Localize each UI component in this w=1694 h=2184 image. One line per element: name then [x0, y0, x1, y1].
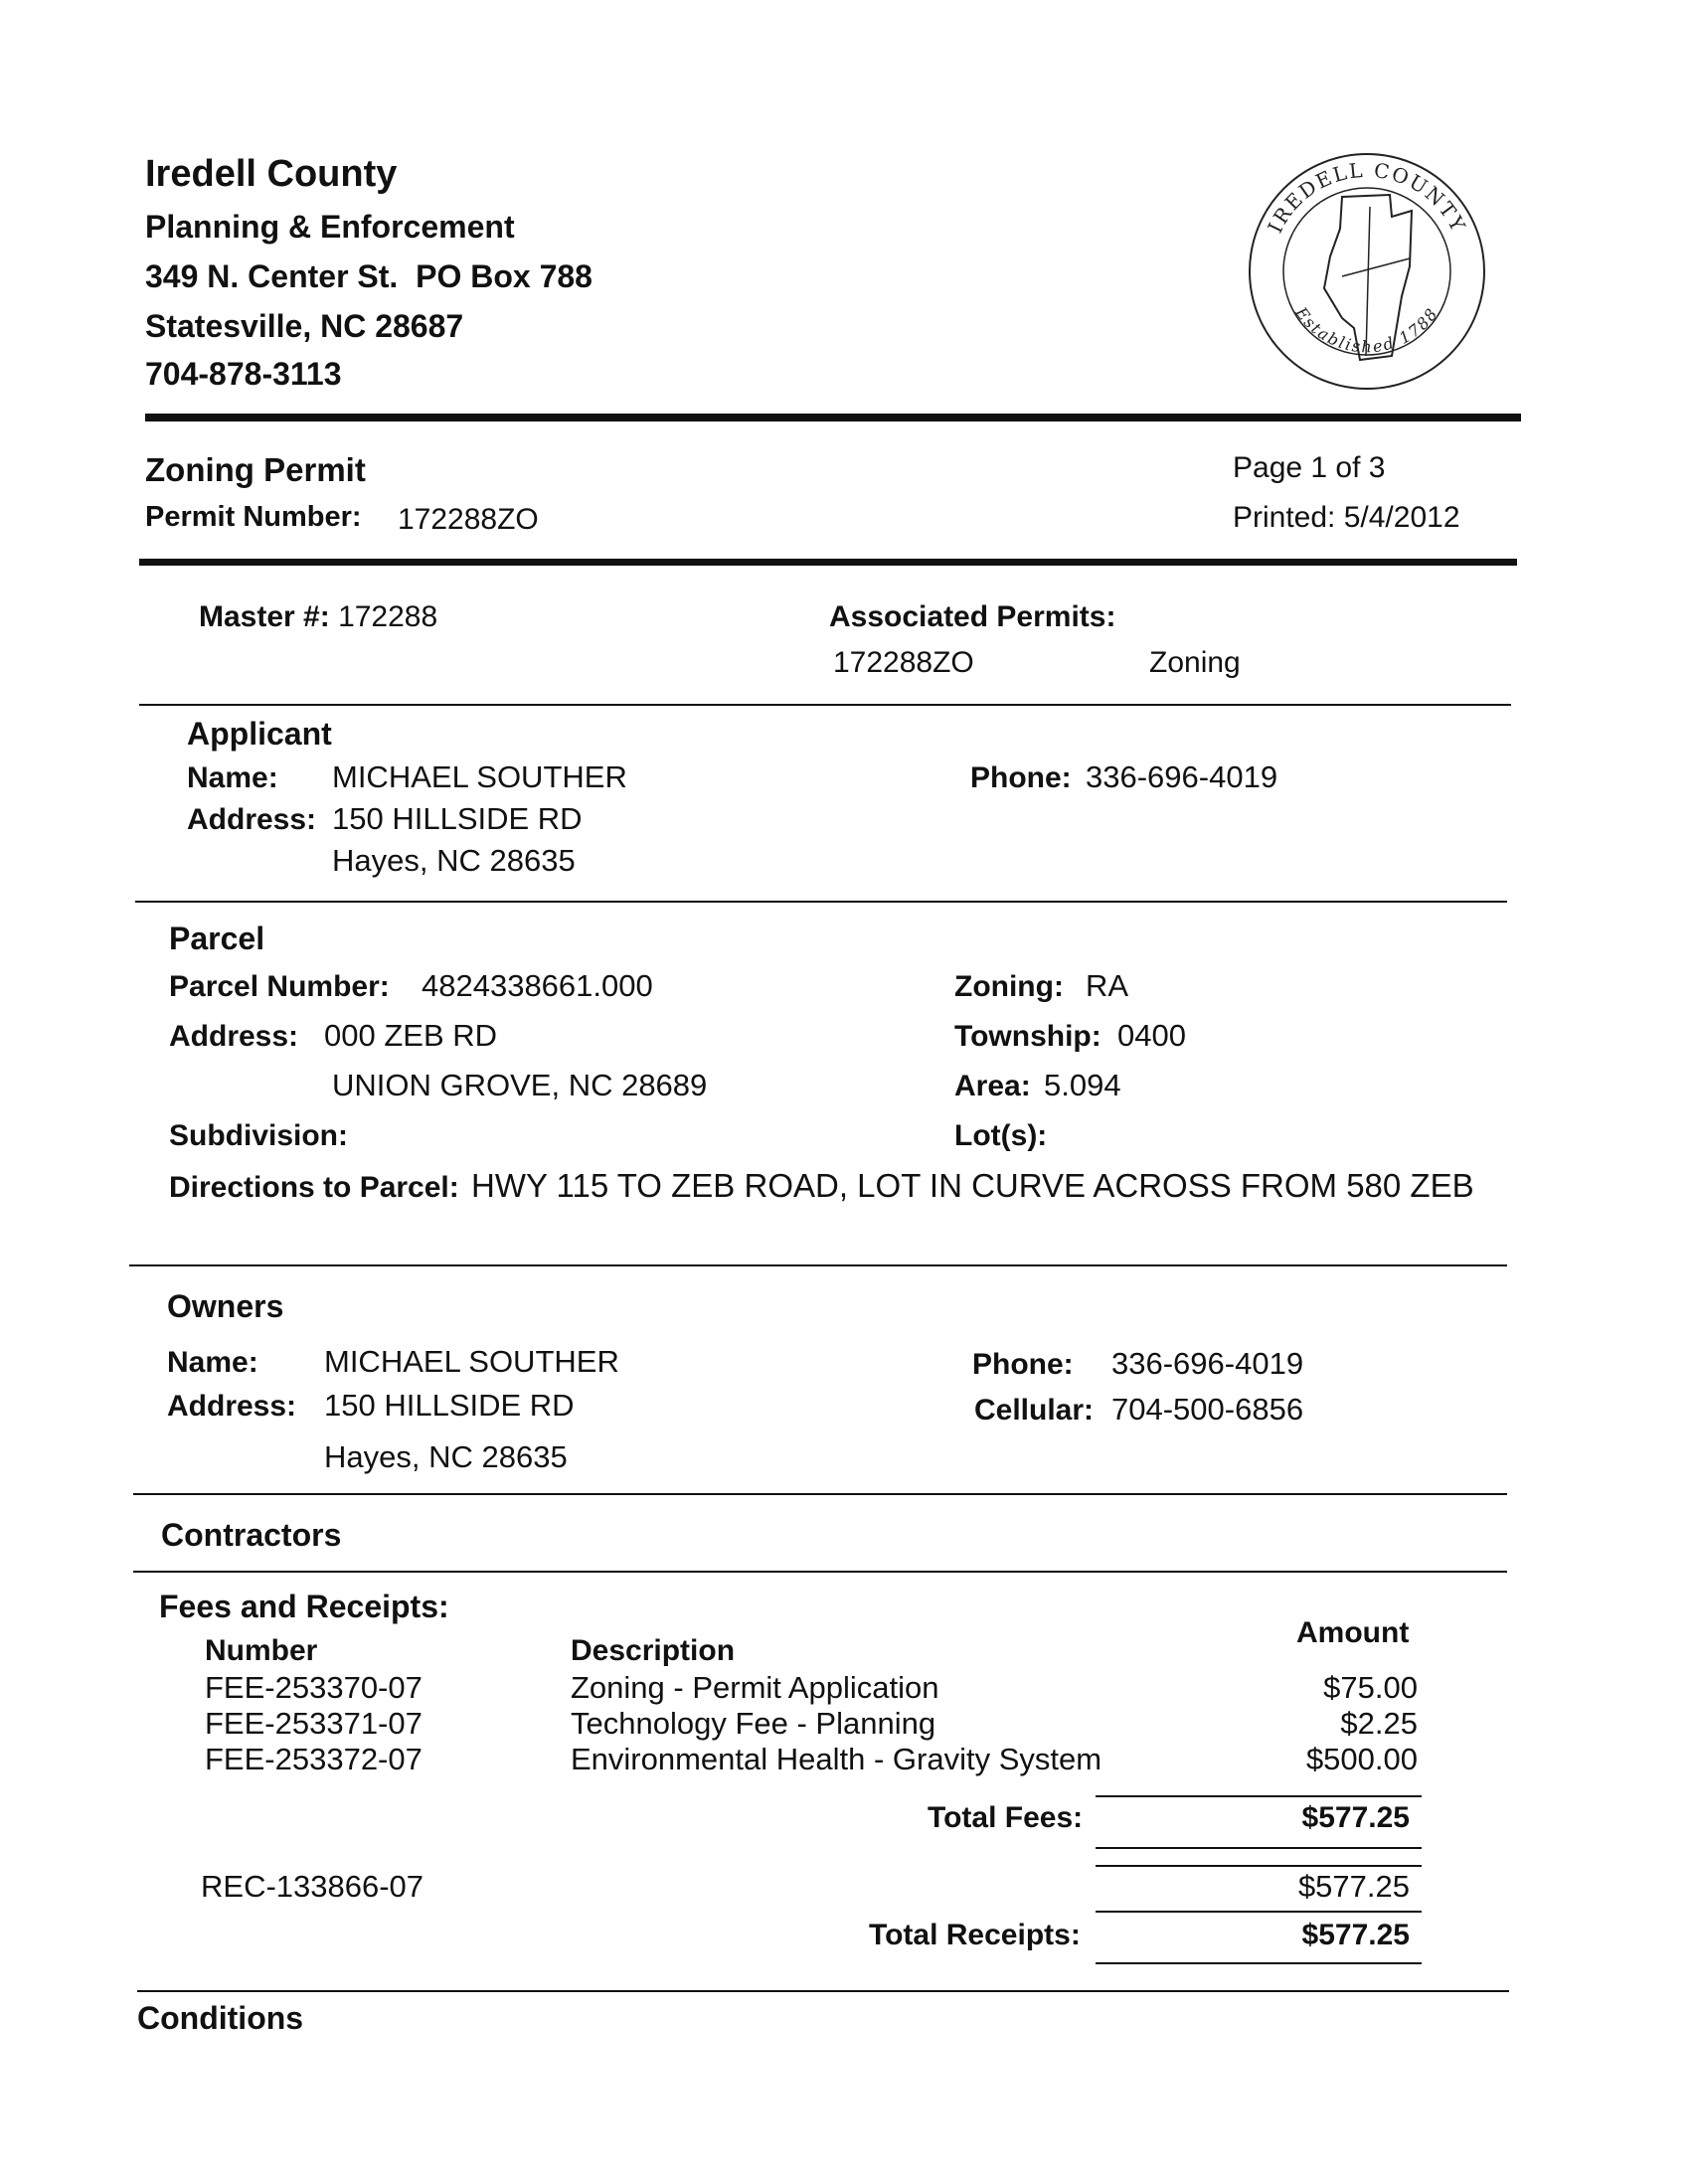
total-receipts-label: Total Receipts:	[869, 1919, 1081, 1951]
applicant-phone-label: Phone:	[970, 761, 1072, 794]
seal-text-bottom: Established 1788	[1291, 303, 1442, 357]
fee-number: FEE-253370-07	[205, 1670, 423, 1705]
parcel-lots-label: Lot(s):	[954, 1119, 1048, 1152]
owner-phone-label: Phone:	[972, 1348, 1074, 1381]
parcel-address-line2: UNION GROVE, NC 28689	[332, 1068, 708, 1102]
parcel-area-label: Area:	[954, 1070, 1031, 1102]
applicant-address-label: Address:	[187, 803, 317, 836]
parcel-directions-label: Directions to Parcel:	[169, 1171, 459, 1204]
master-label: Master #:	[199, 600, 330, 633]
receipts-total-underline	[1096, 1962, 1422, 1964]
fees-heading: Fees and Receipts:	[159, 1589, 449, 1624]
total-receipts: $577.25	[1301, 1919, 1410, 1951]
parcel-township-label: Township:	[954, 1020, 1101, 1053]
fee-description: Environmental Health - Gravity System	[571, 1742, 1102, 1776]
contractors-heading: Contractors	[161, 1517, 342, 1553]
fees-total-underline	[1096, 1847, 1422, 1849]
receipt-amount: $577.25	[1297, 1869, 1410, 1904]
owner-name-label: Name:	[167, 1346, 258, 1379]
seal-text-top: IREDELL COUNTY	[1263, 157, 1471, 238]
parcel-directions: HWY 115 TO ZEB ROAD, LOT IN CURVE ACROSS FROM 580 ZEB	[471, 1167, 1474, 1204]
receipt-number: REC-133866-07	[201, 1869, 424, 1904]
contractors-divider	[133, 1571, 1507, 1573]
parcel-area: 5.094	[1044, 1068, 1121, 1102]
owner-cellular: 704-500-6856	[1111, 1392, 1304, 1427]
receipt-line	[1096, 1865, 1422, 1867]
master-divider	[139, 704, 1511, 706]
owner-phone: 336-696-4019	[1111, 1346, 1304, 1381]
county-seal-icon	[1243, 147, 1491, 396]
agency-phone: 704-878-3113	[145, 356, 342, 392]
owners-heading: Owners	[167, 1288, 284, 1324]
parcel-zoning-label: Zoning:	[954, 970, 1064, 1003]
parcel-address-line1: 000 ZEB RD	[324, 1018, 498, 1053]
parcel-number: 4824338661.000	[422, 968, 653, 1003]
fee-amount: $2.25	[1340, 1706, 1418, 1741]
permit-divider	[139, 559, 1517, 566]
table-row	[205, 1706, 1418, 1742]
owner-address-line1: 150 HILLSIDE RD	[324, 1388, 575, 1423]
printed-date: Printed: 5/4/2012	[1233, 501, 1460, 534]
applicant-divider	[135, 901, 1507, 903]
fee-number: FEE-253372-07	[205, 1742, 423, 1776]
conditions-heading: Conditions	[137, 2000, 304, 2036]
permit-title: Zoning Permit	[145, 451, 366, 488]
associated-permits-label: Associated Permits:	[829, 600, 1116, 633]
fees-col-description: Description	[571, 1634, 736, 1667]
fee-number: FEE-253371-07	[205, 1706, 423, 1741]
applicant-address-line1: 150 HILLSIDE RD	[332, 801, 583, 836]
master-number	[199, 600, 437, 634]
applicant-phone: 336-696-4019	[1086, 759, 1278, 794]
parcel-subdivision-label: Subdivision:	[169, 1119, 348, 1152]
parcel-address-label: Address:	[169, 1020, 299, 1053]
owner-name: MICHAEL SOUTHER	[324, 1344, 619, 1379]
applicant-name: MICHAEL SOUTHER	[332, 759, 627, 794]
owner-address-line2: Hayes, NC 28635	[324, 1439, 568, 1474]
header-divider	[145, 414, 1521, 421]
applicant-name-label: Name:	[187, 761, 278, 794]
fee-description: Technology Fee - Planning	[571, 1706, 936, 1741]
owner-cellular-label: Cellular:	[974, 1394, 1095, 1427]
agency-name: Iredell County	[145, 153, 398, 195]
parcel-divider	[129, 1264, 1507, 1266]
table-row	[205, 1742, 1418, 1777]
permit-number-label: Permit Number:	[145, 501, 362, 533]
owners-divider	[133, 1493, 1507, 1495]
fee-amount: $500.00	[1305, 1742, 1418, 1776]
total-fees: $577.25	[1301, 1801, 1410, 1834]
svg-text:IREDELL COUNTY	[1263, 158, 1470, 237]
master-value: 172288	[338, 600, 438, 633]
fees-col-amount: Amount	[1296, 1616, 1410, 1649]
fees-subtotal-line	[1096, 1795, 1422, 1797]
parcel-township: 0400	[1117, 1018, 1186, 1053]
associated-permit-number: 172288ZO	[833, 646, 974, 679]
applicant-address-line2: Hayes, NC 28635	[332, 843, 576, 878]
department-name: Planning & Enforcement	[145, 209, 515, 245]
parcel-number-label: Parcel Number:	[169, 970, 390, 1003]
page-indicator: Page 1 of 3	[1233, 451, 1386, 484]
owner-address-label: Address:	[167, 1390, 297, 1423]
agency-city: Statesville, NC 28687	[145, 308, 464, 344]
applicant-heading: Applicant	[187, 716, 332, 752]
associated-permit-type: Zoning	[1149, 646, 1241, 679]
fees-col-number: Number	[205, 1634, 318, 1667]
parcel-zoning: RA	[1086, 968, 1129, 1003]
fees-divider	[137, 1990, 1509, 1992]
fee-amount: $75.00	[1323, 1670, 1418, 1705]
permit-number: 172288ZO	[398, 503, 539, 536]
total-fees-label: Total Fees:	[928, 1801, 1084, 1834]
fees-table	[205, 1670, 1418, 1777]
fee-description: Zoning - Permit Application	[571, 1670, 939, 1705]
parcel-heading: Parcel	[169, 921, 265, 956]
receipt-subtotal-line	[1096, 1911, 1422, 1913]
agency-street: 349 N. Center St. PO Box 788	[145, 258, 593, 294]
table-row	[205, 1670, 1418, 1706]
